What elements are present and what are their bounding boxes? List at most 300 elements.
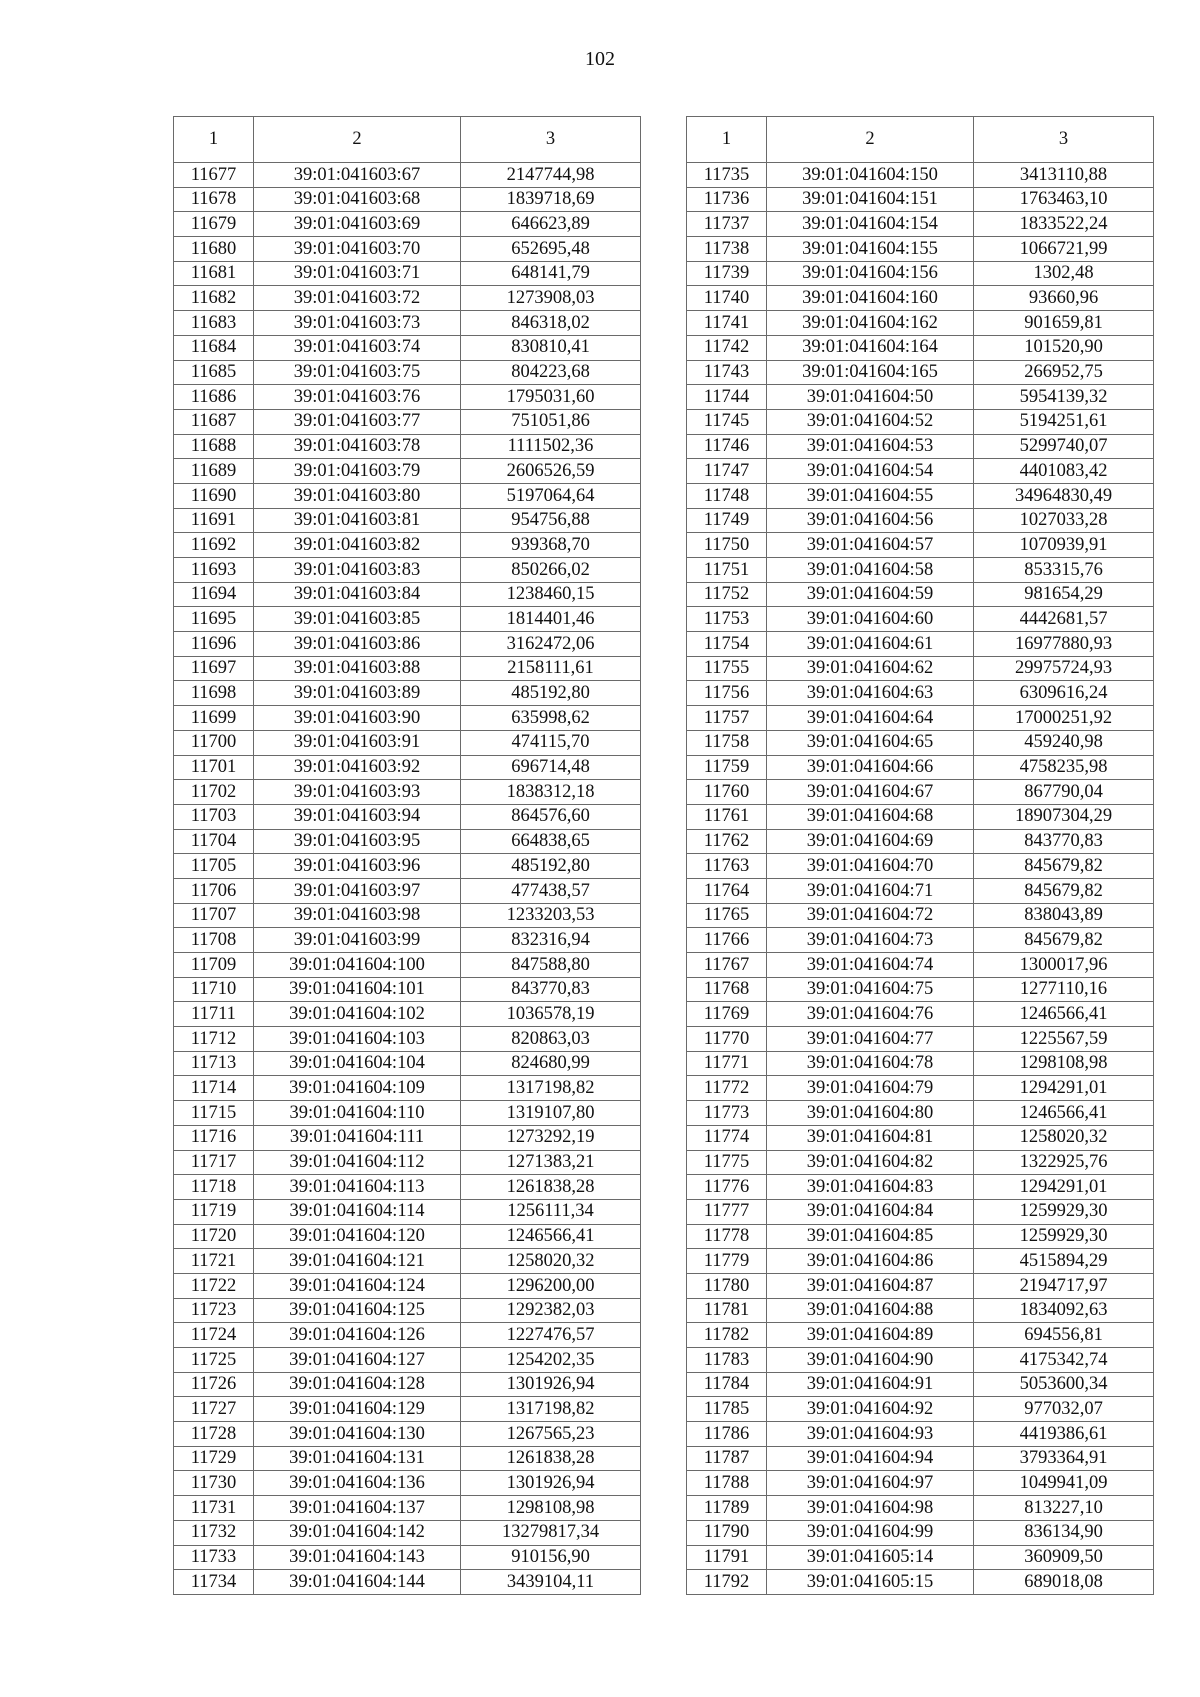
table-row <box>687 582 1154 607</box>
value-cell: 1294291,01 <box>974 1175 1154 1200</box>
table-row <box>687 1101 1154 1126</box>
cadastral-id-cell: 39:01:041604:124 <box>254 1273 461 1298</box>
cadastral-id-cell: 39:01:041604:127 <box>254 1348 461 1373</box>
value-cell: 93660,96 <box>974 286 1154 311</box>
row-number-cell: 11775 <box>687 1150 767 1175</box>
value-cell: 4175342,74 <box>974 1348 1154 1373</box>
row-number-cell: 11742 <box>687 335 767 360</box>
cadastral-id-cell: 39:01:041603:90 <box>254 706 461 731</box>
value-cell: 850266,02 <box>461 558 641 583</box>
value-cell: 1292382,03 <box>461 1298 641 1323</box>
cadastral-id-cell: 39:01:041603:84 <box>254 582 461 607</box>
row-number-cell: 11748 <box>687 483 767 508</box>
cadastral-id-cell: 39:01:041604:59 <box>767 582 974 607</box>
table-row <box>687 878 1154 903</box>
cadastral-id-cell: 39:01:041604:67 <box>767 780 974 805</box>
cadastral-id-cell: 39:01:041604:154 <box>767 212 974 237</box>
row-number-cell: 11732 <box>174 1520 254 1545</box>
cadastral-id-cell: 39:01:041604:60 <box>767 607 974 632</box>
value-cell: 646623,89 <box>461 212 641 237</box>
table-row <box>687 311 1154 336</box>
table-row <box>687 854 1154 879</box>
value-cell: 1261838,28 <box>461 1175 641 1200</box>
value-cell: 18907304,29 <box>974 804 1154 829</box>
table-row <box>174 656 641 681</box>
table-row <box>174 977 641 1002</box>
value-cell: 1233203,53 <box>461 903 641 928</box>
value-cell: 954756,88 <box>461 508 641 533</box>
table-row <box>174 558 641 583</box>
table-row <box>687 261 1154 286</box>
value-cell: 1256111,34 <box>461 1199 641 1224</box>
value-cell: 485192,80 <box>461 681 641 706</box>
value-cell: 648141,79 <box>461 261 641 286</box>
row-number-cell: 11760 <box>687 780 767 805</box>
table-row <box>687 558 1154 583</box>
value-cell: 1066721,99 <box>974 237 1154 262</box>
table-row <box>174 1372 641 1397</box>
value-cell: 3793364,91 <box>974 1446 1154 1471</box>
cadastral-id-cell: 39:01:041604:128 <box>254 1372 461 1397</box>
row-number-cell: 11681 <box>174 261 254 286</box>
row-number-cell: 11693 <box>174 558 254 583</box>
table-row <box>174 360 641 385</box>
cadastral-id-cell: 39:01:041604:137 <box>254 1496 461 1521</box>
row-number-cell: 11737 <box>687 212 767 237</box>
value-cell: 1254202,35 <box>461 1348 641 1373</box>
value-cell: 1259929,30 <box>974 1224 1154 1249</box>
row-number-cell: 11710 <box>174 977 254 1002</box>
row-number-cell: 11697 <box>174 656 254 681</box>
row-number-cell: 11786 <box>687 1422 767 1447</box>
row-number-cell: 11776 <box>687 1175 767 1200</box>
value-cell: 5053600,34 <box>974 1372 1154 1397</box>
cadastral-id-cell: 39:01:041604:55 <box>767 483 974 508</box>
value-cell: 1839718,69 <box>461 187 641 212</box>
row-number-cell: 11789 <box>687 1496 767 1521</box>
value-cell: 846318,02 <box>461 311 641 336</box>
table-row <box>687 1249 1154 1274</box>
table-row <box>687 286 1154 311</box>
table-row <box>687 1199 1154 1224</box>
value-cell: 3162472,06 <box>461 632 641 657</box>
value-cell: 1267565,23 <box>461 1422 641 1447</box>
header-row <box>687 117 1154 163</box>
row-number-cell: 11727 <box>174 1397 254 1422</box>
row-number-cell: 11751 <box>687 558 767 583</box>
cadastral-id-cell: 39:01:041604:87 <box>767 1273 974 1298</box>
table-row <box>687 533 1154 558</box>
value-cell: 824680,99 <box>461 1051 641 1076</box>
table-row <box>174 1249 641 1274</box>
value-cell: 836134,90 <box>974 1520 1154 1545</box>
cadastral-id-cell: 39:01:041603:99 <box>254 928 461 953</box>
cadastral-id-cell: 39:01:041603:93 <box>254 780 461 805</box>
cadastral-id-cell: 39:01:041603:86 <box>254 632 461 657</box>
cadastral-id-cell: 39:01:041604:65 <box>767 730 974 755</box>
register-table-right <box>686 116 1154 1595</box>
table-row <box>687 607 1154 632</box>
table-row <box>687 1224 1154 1249</box>
value-cell: 820863,03 <box>461 1027 641 1052</box>
row-number-cell: 11747 <box>687 459 767 484</box>
table-row <box>174 607 641 632</box>
row-number-cell: 11765 <box>687 903 767 928</box>
value-cell: 2194717,97 <box>974 1273 1154 1298</box>
value-cell: 1227476,57 <box>461 1323 641 1348</box>
value-cell: 1246566,41 <box>974 1101 1154 1126</box>
row-number-cell: 11685 <box>174 360 254 385</box>
row-number-cell: 11707 <box>174 903 254 928</box>
table-row <box>687 1298 1154 1323</box>
value-cell: 1317198,82 <box>461 1397 641 1422</box>
value-cell: 696714,48 <box>461 755 641 780</box>
cadastral-id-cell: 39:01:041603:67 <box>254 163 461 188</box>
table-row <box>687 903 1154 928</box>
value-cell: 101520,90 <box>974 335 1154 360</box>
table-row <box>687 632 1154 657</box>
table-row <box>174 163 641 188</box>
row-number-cell: 11720 <box>174 1224 254 1249</box>
table-row <box>687 1051 1154 1076</box>
row-number-cell: 11691 <box>174 508 254 533</box>
table-row <box>174 928 641 953</box>
value-cell: 832316,94 <box>461 928 641 953</box>
cadastral-id-cell: 39:01:041604:90 <box>767 1348 974 1373</box>
value-cell: 939368,70 <box>461 533 641 558</box>
row-number-cell: 11702 <box>174 780 254 805</box>
row-number-cell: 11734 <box>174 1570 254 1595</box>
row-number-cell: 11752 <box>687 582 767 607</box>
cadastral-id-cell: 39:01:041604:89 <box>767 1323 974 1348</box>
row-number-cell: 11784 <box>687 1372 767 1397</box>
row-number-cell: 11723 <box>174 1298 254 1323</box>
cadastral-id-cell: 39:01:041604:70 <box>767 854 974 879</box>
row-number-cell: 11759 <box>687 755 767 780</box>
table-row <box>174 755 641 780</box>
value-cell: 16977880,93 <box>974 632 1154 657</box>
row-number-cell: 11778 <box>687 1224 767 1249</box>
row-number-cell: 11721 <box>174 1249 254 1274</box>
row-number-cell: 11790 <box>687 1520 767 1545</box>
row-number-cell: 11779 <box>687 1249 767 1274</box>
cadastral-id-cell: 39:01:041604:78 <box>767 1051 974 1076</box>
row-number-cell: 11678 <box>174 187 254 212</box>
cadastral-id-cell: 39:01:041604:66 <box>767 755 974 780</box>
table-row <box>174 409 641 434</box>
cadastral-id-cell: 39:01:041603:83 <box>254 558 461 583</box>
table-row <box>174 1471 641 1496</box>
cadastral-id-cell: 39:01:041604:156 <box>767 261 974 286</box>
value-cell: 1298108,98 <box>461 1496 641 1521</box>
cadastral-id-cell: 39:01:041604:57 <box>767 533 974 558</box>
row-number-cell: 11736 <box>687 187 767 212</box>
value-cell: 1296200,00 <box>461 1273 641 1298</box>
table-row <box>174 1397 641 1422</box>
table-row <box>174 1076 641 1101</box>
value-cell: 360909,50 <box>974 1545 1154 1570</box>
row-number-cell: 11724 <box>174 1323 254 1348</box>
row-number-cell: 11755 <box>687 656 767 681</box>
table-row <box>174 311 641 336</box>
table-row <box>174 1298 641 1323</box>
table-row <box>687 483 1154 508</box>
table-row <box>687 360 1154 385</box>
cadastral-id-cell: 39:01:041604:112 <box>254 1150 461 1175</box>
row-number-cell: 11717 <box>174 1150 254 1175</box>
cadastral-id-cell: 39:01:041603:94 <box>254 804 461 829</box>
table-row <box>174 533 641 558</box>
cadastral-id-cell: 39:01:041604:58 <box>767 558 974 583</box>
value-cell: 1273292,19 <box>461 1125 641 1150</box>
value-cell: 843770,83 <box>974 829 1154 854</box>
row-number-cell: 11718 <box>174 1175 254 1200</box>
table-row <box>174 582 641 607</box>
row-number-cell: 11679 <box>174 212 254 237</box>
column-header-cadastral-id: 2 <box>767 117 974 163</box>
cadastral-id-cell: 39:01:041604:94 <box>767 1446 974 1471</box>
cadastral-id-cell: 39:01:041604:165 <box>767 360 974 385</box>
row-number-cell: 11772 <box>687 1076 767 1101</box>
cadastral-id-cell: 39:01:041603:85 <box>254 607 461 632</box>
cadastral-id-cell: 39:01:041604:93 <box>767 1422 974 1447</box>
table-row <box>687 1372 1154 1397</box>
row-number-cell: 11788 <box>687 1471 767 1496</box>
value-cell: 1246566,41 <box>461 1224 641 1249</box>
table-row <box>687 434 1154 459</box>
cadastral-id-cell: 39:01:041603:89 <box>254 681 461 706</box>
table-row <box>687 1175 1154 1200</box>
value-cell: 1763463,10 <box>974 187 1154 212</box>
table-row <box>687 1545 1154 1570</box>
value-cell: 1246566,41 <box>974 1002 1154 1027</box>
value-cell: 864576,60 <box>461 804 641 829</box>
row-number-cell: 11782 <box>687 1323 767 1348</box>
row-number-cell: 11694 <box>174 582 254 607</box>
cadastral-id-cell: 39:01:041603:77 <box>254 409 461 434</box>
table-row <box>687 1422 1154 1447</box>
value-cell: 1258020,32 <box>461 1249 641 1274</box>
cadastral-id-cell: 39:01:041604:125 <box>254 1298 461 1323</box>
header-row <box>174 117 641 163</box>
value-cell: 1027033,28 <box>974 508 1154 533</box>
row-number-cell: 11761 <box>687 804 767 829</box>
value-cell: 459240,98 <box>974 730 1154 755</box>
value-cell: 1259929,30 <box>974 1199 1154 1224</box>
cadastral-id-cell: 39:01:041604:121 <box>254 1249 461 1274</box>
table-row <box>174 335 641 360</box>
page-number: 102 <box>585 48 615 70</box>
value-cell: 901659,81 <box>974 311 1154 336</box>
cadastral-id-cell: 39:01:041604:131 <box>254 1446 461 1471</box>
row-number-cell: 11690 <box>174 483 254 508</box>
cadastral-id-cell: 39:01:041604:162 <box>767 311 974 336</box>
value-cell: 2606526,59 <box>461 459 641 484</box>
row-number-cell: 11744 <box>687 385 767 410</box>
table-row <box>174 1125 641 1150</box>
cadastral-id-cell: 39:01:041603:91 <box>254 730 461 755</box>
table-row <box>687 237 1154 262</box>
row-number-cell: 11767 <box>687 953 767 978</box>
value-cell: 1301926,94 <box>461 1372 641 1397</box>
table-row <box>687 1150 1154 1175</box>
value-cell: 689018,08 <box>974 1570 1154 1595</box>
table-row <box>174 1545 641 1570</box>
cadastral-id-cell: 39:01:041604:164 <box>767 335 974 360</box>
table-row <box>687 1027 1154 1052</box>
cadastral-id-cell: 39:01:041604:71 <box>767 878 974 903</box>
value-cell: 1298108,98 <box>974 1051 1154 1076</box>
value-cell: 3439104,11 <box>461 1570 641 1595</box>
cadastral-id-cell: 39:01:041604:103 <box>254 1027 461 1052</box>
table-row <box>687 1446 1154 1471</box>
table-row <box>174 1520 641 1545</box>
value-cell: 751051,86 <box>461 409 641 434</box>
table-row <box>687 409 1154 434</box>
table-row <box>174 953 641 978</box>
column-header-number: 1 <box>687 117 767 163</box>
cadastral-id-cell: 39:01:041604:144 <box>254 1570 461 1595</box>
cadastral-id-cell: 39:01:041605:14 <box>767 1545 974 1570</box>
row-number-cell: 11689 <box>174 459 254 484</box>
value-cell: 1271383,21 <box>461 1150 641 1175</box>
table-row <box>687 953 1154 978</box>
table-row <box>687 755 1154 780</box>
row-number-cell: 11764 <box>687 878 767 903</box>
row-number-cell: 11728 <box>174 1422 254 1447</box>
value-cell: 2158111,61 <box>461 656 641 681</box>
table-row <box>174 1101 641 1126</box>
row-number-cell: 11698 <box>174 681 254 706</box>
cadastral-id-cell: 39:01:041604:75 <box>767 977 974 1002</box>
cadastral-id-cell: 39:01:041603:78 <box>254 434 461 459</box>
table-row <box>687 1125 1154 1150</box>
value-cell: 474115,70 <box>461 730 641 755</box>
cadastral-id-cell: 39:01:041604:150 <box>767 163 974 188</box>
cadastral-id-cell: 39:01:041604:160 <box>767 286 974 311</box>
row-number-cell: 11704 <box>174 829 254 854</box>
value-cell: 1795031,60 <box>461 385 641 410</box>
row-number-cell: 11688 <box>174 434 254 459</box>
table-row <box>687 1520 1154 1545</box>
cadastral-id-cell: 39:01:041604:62 <box>767 656 974 681</box>
cadastral-id-cell: 39:01:041603:75 <box>254 360 461 385</box>
row-number-cell: 11741 <box>687 311 767 336</box>
row-number-cell: 11729 <box>174 1446 254 1471</box>
row-number-cell: 11733 <box>174 1545 254 1570</box>
value-cell: 813227,10 <box>974 1496 1154 1521</box>
value-cell: 266952,75 <box>974 360 1154 385</box>
row-number-cell: 11739 <box>687 261 767 286</box>
row-number-cell: 11738 <box>687 237 767 262</box>
cadastral-id-cell: 39:01:041604:104 <box>254 1051 461 1076</box>
cadastral-id-cell: 39:01:041603:92 <box>254 755 461 780</box>
row-number-cell: 11753 <box>687 607 767 632</box>
row-number-cell: 11687 <box>174 409 254 434</box>
value-cell: 981654,29 <box>974 582 1154 607</box>
table-row <box>687 977 1154 1002</box>
value-cell: 867790,04 <box>974 780 1154 805</box>
value-cell: 13279817,34 <box>461 1520 641 1545</box>
table-row <box>174 780 641 805</box>
value-cell: 1294291,01 <box>974 1076 1154 1101</box>
value-cell: 4442681,57 <box>974 607 1154 632</box>
cadastral-id-cell: 39:01:041604:126 <box>254 1323 461 1348</box>
value-cell: 5197064,64 <box>461 483 641 508</box>
value-cell: 847588,80 <box>461 953 641 978</box>
table-row <box>687 1496 1154 1521</box>
row-number-cell: 11745 <box>687 409 767 434</box>
row-number-cell: 11700 <box>174 730 254 755</box>
cadastral-id-cell: 39:01:041604:143 <box>254 1545 461 1570</box>
cadastral-id-cell: 39:01:041604:86 <box>767 1249 974 1274</box>
table-row <box>687 1570 1154 1595</box>
row-number-cell: 11766 <box>687 928 767 953</box>
row-number-cell: 11725 <box>174 1348 254 1373</box>
table-row <box>687 163 1154 188</box>
table-row <box>687 1348 1154 1373</box>
cadastral-id-cell: 39:01:041604:88 <box>767 1298 974 1323</box>
cadastral-id-cell: 39:01:041604:79 <box>767 1076 974 1101</box>
row-number-cell: 11683 <box>174 311 254 336</box>
cadastral-id-cell: 39:01:041603:70 <box>254 237 461 262</box>
cadastral-id-cell: 39:01:041604:76 <box>767 1002 974 1027</box>
cadastral-id-cell: 39:01:041604:111 <box>254 1125 461 1150</box>
row-number-cell: 11774 <box>687 1125 767 1150</box>
cadastral-id-cell: 39:01:041604:83 <box>767 1175 974 1200</box>
cadastral-id-cell: 39:01:041603:79 <box>254 459 461 484</box>
value-cell: 838043,89 <box>974 903 1154 928</box>
row-number-cell: 11684 <box>174 335 254 360</box>
table-row <box>174 804 641 829</box>
cadastral-id-cell: 39:01:041604:120 <box>254 1224 461 1249</box>
value-cell: 1319107,80 <box>461 1101 641 1126</box>
cadastral-id-cell: 39:01:041604:99 <box>767 1520 974 1545</box>
cadastral-id-cell: 39:01:041604:81 <box>767 1125 974 1150</box>
cadastral-id-cell: 39:01:041603:76 <box>254 385 461 410</box>
row-number-cell: 11740 <box>687 286 767 311</box>
table-row <box>687 730 1154 755</box>
table-row <box>174 459 641 484</box>
row-number-cell: 11708 <box>174 928 254 953</box>
value-cell: 4419386,61 <box>974 1422 1154 1447</box>
cadastral-id-cell: 39:01:041604:56 <box>767 508 974 533</box>
table-row <box>174 1002 641 1027</box>
cadastral-id-cell: 39:01:041604:53 <box>767 434 974 459</box>
row-number-cell: 11692 <box>174 533 254 558</box>
value-cell: 4401083,42 <box>974 459 1154 484</box>
row-number-cell: 11731 <box>174 1496 254 1521</box>
row-number-cell: 11757 <box>687 706 767 731</box>
cadastral-id-cell: 39:01:041604:68 <box>767 804 974 829</box>
value-cell: 34964830,49 <box>974 483 1154 508</box>
table-row <box>174 1175 641 1200</box>
row-number-cell: 11771 <box>687 1051 767 1076</box>
cadastral-id-cell: 39:01:041604:97 <box>767 1471 974 1496</box>
value-cell: 1049941,09 <box>974 1471 1154 1496</box>
cadastral-id-cell: 39:01:041603:74 <box>254 335 461 360</box>
value-cell: 694556,81 <box>974 1323 1154 1348</box>
table-row <box>174 730 641 755</box>
value-cell: 1111502,36 <box>461 434 641 459</box>
value-cell: 910156,90 <box>461 1545 641 1570</box>
row-number-cell: 11781 <box>687 1298 767 1323</box>
cadastral-id-cell: 39:01:041604:91 <box>767 1372 974 1397</box>
row-number-cell: 11780 <box>687 1273 767 1298</box>
table-row <box>174 508 641 533</box>
table-row <box>174 1323 641 1348</box>
value-cell: 1301926,94 <box>461 1471 641 1496</box>
